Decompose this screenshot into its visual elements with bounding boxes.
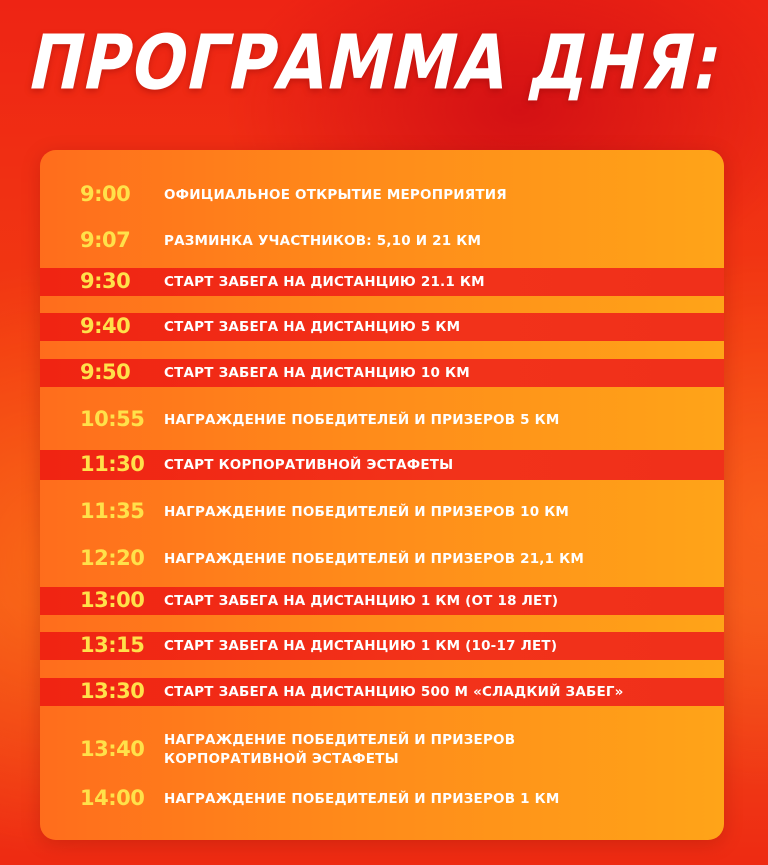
schedule-row [40, 396, 724, 444]
schedule-row [40, 222, 724, 260]
schedule-event: ОФИЦИАЛЬНОЕ ОТКРЫТИЕ МЕРОПРИЯТИЯ [164, 187, 507, 203]
schedule-time: 13:15 [80, 633, 145, 657]
schedule-time: 13:30 [80, 679, 145, 703]
schedule-row [40, 722, 724, 778]
schedule-row [40, 176, 724, 214]
schedule-time: 9:50 [80, 360, 131, 384]
schedule-row [40, 359, 724, 387]
schedule-time: 13:00 [80, 588, 145, 612]
page-title: ПРОГРАММА ДНЯ: [21, 20, 731, 108]
schedule-time: 12:20 [80, 546, 145, 570]
schedule-row [40, 780, 724, 818]
schedule-row [40, 678, 724, 706]
schedule-event: СТАРТ ЗАБЕГА НА ДИСТАНЦИЮ 1 КМ (ОТ 18 ЛЕТ) [164, 593, 559, 609]
schedule-event: СТАРТ ЗАБЕГА НА ДИСТАНЦИЮ 21.1 КМ [164, 274, 485, 290]
schedule-board [40, 150, 724, 840]
schedule-time: 10:55 [80, 407, 145, 431]
schedule-time: 9:40 [80, 314, 131, 338]
schedule-time: 9:30 [80, 269, 131, 293]
schedule-time: 13:40 [80, 737, 145, 761]
schedule-event: НАГРАЖДЕНИЕ ПОБЕДИТЕЛЕЙ И ПРИЗЕРОВ 21,1 КМ [164, 551, 584, 567]
schedule-time: 9:00 [80, 182, 131, 206]
schedule-event: СТАРТ ЗАБЕГА НА ДИСТАНЦИЮ 1 КМ (10-17 ЛЕТ) [164, 638, 558, 654]
schedule-row [40, 450, 724, 480]
schedule-row [40, 493, 724, 531]
schedule-time: 14:00 [80, 786, 145, 810]
schedule-event: СТАРТ ЗАБЕГА НА ДИСТАНЦИЮ 500 М «СЛАДКИЙ ЗАБЕГ» [164, 684, 624, 700]
schedule-event: НАГРАЖДЕНИЕ ПОБЕДИТЕЛЕЙ И ПРИЗЕРОВ 10 КМ [164, 504, 570, 520]
schedule-time: 11:35 [80, 499, 145, 523]
schedule-event: СТАРТ КОРПОРАТИВНОЙ ЭСТАФЕТЫ [164, 457, 454, 473]
schedule-row [40, 587, 724, 615]
schedule-row [40, 313, 724, 341]
schedule-row [40, 268, 724, 296]
schedule-event: НАГРАЖДЕНИЕ ПОБЕДИТЕЛЕЙ И ПРИЗЕРОВ 5 КМ [164, 412, 560, 428]
schedule-row [40, 540, 724, 578]
schedule-event: РАЗМИНКА УЧАСТНИКОВ: 5,10 И 21 КМ [164, 233, 482, 249]
schedule-event: СТАРТ ЗАБЕГА НА ДИСТАНЦИЮ 5 КМ [164, 319, 461, 335]
schedule-time: 9:07 [80, 228, 131, 252]
schedule-row [40, 632, 724, 660]
schedule-event: НАГРАЖДЕНИЕ ПОБЕДИТЕЛЕЙ И ПРИЗЕРОВ КОРПОРАТИВНОЙ ЭСТАФЕТЫ [164, 732, 516, 767]
schedule-event: НАГРАЖДЕНИЕ ПОБЕДИТЕЛЕЙ И ПРИЗЕРОВ 1 КМ [164, 791, 560, 807]
schedule-event: СТАРТ ЗАБЕГА НА ДИСТАНЦИЮ 10 КМ [164, 365, 470, 381]
schedule-time: 11:30 [80, 452, 145, 476]
